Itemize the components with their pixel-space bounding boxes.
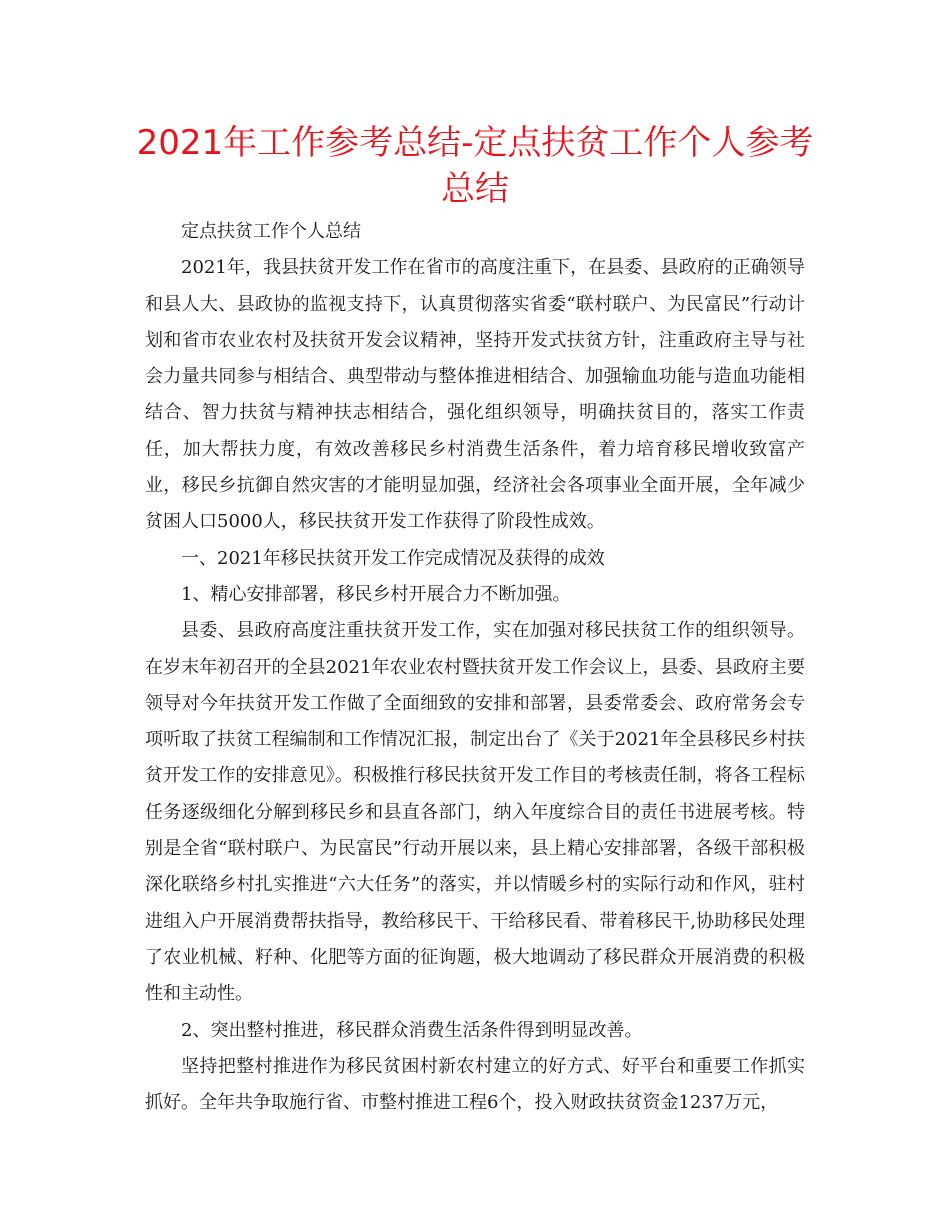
paragraph-subtitle: 定点扶贫工作个人总结 xyxy=(181,221,361,242)
paragraph-village-promotion: 坚持把整村推进作为移民贫困村新农村建立的好方式、好平台和重要工作抓实抓好。全年共争取施行省、市整村推进工程6个，投入财政扶贫资金1237万元， xyxy=(145,1055,805,1114)
document-title: 2021年工作参考总结-定点扶贫工作个人参考总结 xyxy=(136,123,814,209)
paragraph-deployment: 县委、县政府高度注重扶贫开发工作，实在加强对移民扶贫工作的组织领导。在岁末年初召开的全县2021年农业农村暨扶贫开发工作会议上，县委、县政府主要领导对今年扶贫开发工作做了全面细致的安排和部署，县委常委会、政府常务会专项听取了扶贫工程编制和工作情况汇报，制定出台了《关于2021年全县移民乡村扶贫开发工作的安排意见》。积极推行移民扶贫开发工作目的考核责任制，将各工程标任务逐级细化分解到移民乡和县直各部门，纳入年度综合目的责任书进展考核。特别是全省“联村联户、为民富民”行动开展以来，县上精心安排部署，各级干部积极深化联络乡村扎实推进“六大任务”的落实，并以情暖乡村的实际行动和作风，驻村进组入户开展消费帮扶指导，教给移民干、干给移民看、带着移民干,协助移民处理了农业机械、籽种、化肥等方面的征询题，极大地调动了移民群众开展消费的积极性和主动性。 xyxy=(145,620,805,1005)
document-body xyxy=(145,214,805,1121)
subsection-heading-2: 2、突出整村推进，移民群众消费生活条件得到明显改善。 xyxy=(181,1019,643,1041)
paragraph-intro: 2021年，我县扶贫开发工作在省市的高度注重下，在县委、县政府的正确领导和县人大、县政协的监视支持下，认真贯彻落实省委“联村联户、为民富民”行动计划和省市农业农村及扶贫开发会议精神，坚持开发式扶贫方针，注重政府主导与社会力量共同参与相结合、典型带动与整体推进相结合、加强输血功能与造血功能相结合、智力扶贫与精神扶志相结合，强化组织领导，明确扶贫目的，落实工作责任，加大帮扶力度，有效改善移民乡村消费生活条件，着力培育移民增收致富产业，移民乡抗御自然灾害的才能明显加强，经济社会各项事业全面开展，全年减少贫困人口5000人，移民扶贫开发工作获得了阶段性成效。 xyxy=(145,257,805,533)
section-heading-1: 一、2021年移民扶贫开发工作完成情况及获得的成效 xyxy=(181,547,605,569)
subsection-heading-1: 1、精心安排部署，移民乡村开展合力不断加强。 xyxy=(181,583,571,605)
